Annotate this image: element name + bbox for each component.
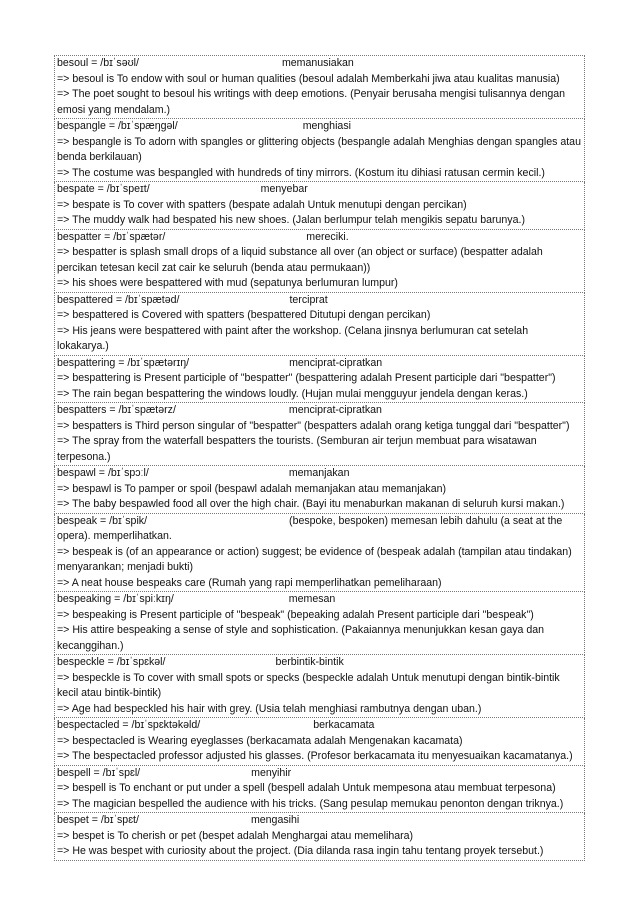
entry-example: => His attire bespeaking a sense of style and sophistication. (Pakaiannya menunjukkan kesan gaya dan kecanggihan.): [57, 624, 545, 652]
glossary-entry: [54, 230, 585, 293]
entry-headword-line: [57, 403, 582, 419]
entry-definition: => bespangle is To adorn with spangles or glittering objects (bespangle adalah Menghias dengan spangles atau benda berkilauan): [57, 135, 581, 163]
entry-example: => A neat house bespeaks care (Rumah yang rapi memperlihatkan pemeliharaan): [57, 576, 442, 589]
entry-definition: => bespatters is Third person singular of "bespatter" (bespatters adalah orang ketiga tunggal dari "bespatter"): [57, 419, 570, 432]
entry-translation: berkacamata: [313, 719, 375, 731]
entry-translation: berbintik-bintik: [275, 656, 344, 668]
entry-translation: memanusiakan: [281, 57, 354, 69]
entry-example: => The rain began bespattering the windows loudly. (Hujan mulai mengguyur jendela dengan keras.): [57, 387, 528, 400]
entry-translation: terciprat: [289, 293, 328, 306]
entry-definition: => bespeak is (of an appearance or action) suggest; be evidence of (bespeak adalah (tampilan atau tindakan) menyarankan; menjadi bukti): [57, 545, 572, 573]
entry-headword-line: [57, 514, 582, 545]
entry-example: => The poet sought to besoul his writings with deep emotions. (Penyair berusaha mengisi tulisannya dengan emosi yang mendalam.): [57, 88, 566, 116]
entry-definition: => bespeckle is To cover with small spots or specks (bespeckle adalah Untuk menutupi dengan bintik-bintik kecil atau bintik-bintik): [57, 671, 560, 699]
entry-example: => Age had bespeckled his hair with grey. (Usia telah menghiasi rambutnya dengan uban.): [57, 702, 482, 715]
entry-example: => The magician bespelled the audience with his tricks. (Sang pesulap memukau penonton dengan triknya.): [57, 797, 564, 810]
glossary-entry: [54, 182, 585, 230]
entry-example: => The bespectacled professor adjusted his glasses. (Profesor berkacamata itu menyesuaikan kacamatanya.): [57, 750, 573, 762]
entry-headword-line: [57, 813, 582, 829]
entry-headword: bespeckle = /bɪˈspɛkəl/: [57, 656, 166, 668]
entry-headword-line: [57, 655, 582, 671]
entry-example: => The baby bespawled food all over the high chair. (Bayi itu menaburkan makanan di seluruh kursi makan.): [57, 498, 565, 510]
entry-headword: bespattered = /bɪˈspætəd/: [57, 293, 180, 306]
glossary-entry: [54, 293, 585, 356]
entry-headword: bespate = /bɪˈspeɪt/: [57, 183, 150, 195]
entry-definition: => bespattered is Covered with spatters (bespattered Ditutupi dengan percikan): [57, 309, 431, 321]
entry-translation: menciprat-cipratkan: [289, 356, 383, 369]
entry-headword-line: [57, 592, 582, 608]
glossary-entry: [54, 55, 585, 119]
entry-headword: bespeak = /bɪˈspik/: [57, 514, 148, 527]
entry-example: => The spray from the waterfall bespatters the tourists. (Semburan air terjun membuat para wisatawan terpesona.): [57, 435, 537, 463]
entry-headword-line: [57, 293, 582, 309]
entry-definition: => bespectacled is Wearing eyeglasses (berkacamata adalah Mengenakan kacamata): [57, 734, 463, 747]
entry-headword: bespet = /bɪˈspɛt/: [57, 814, 139, 826]
entry-definition: => bespet is To cherish or pet (bespet adalah Menghargai atau memelihara): [57, 829, 414, 842]
entry-translation: mereciki.: [306, 230, 349, 243]
entry-translation: (bespoke, bespoken) memesan lebih dahulu (a seat at the opera). memperlihatkan.: [57, 514, 563, 542]
entry-headword-line: [57, 182, 582, 198]
entry-translation: menghiasi: [302, 120, 351, 132]
entry-example: => The costume was bespangled with hundreds of tiny mirrors. (Kostum itu dihiasi ratusan cermin kecil.): [57, 166, 545, 179]
entry-translation: menciprat-cipratkan: [288, 404, 382, 416]
glossary-entry: [54, 766, 585, 814]
entry-definition: => besoul is To endow with soul or human qualities (besoul adalah Memberkahi jiwa atau kualitas manusia): [57, 72, 560, 85]
glossary-entry: [54, 718, 585, 766]
glossary-entry: [54, 119, 585, 182]
entry-example: => his shoes were bespattered with mud (sepatunya berlumuran lumpur): [57, 277, 398, 289]
entry-translation: mengasihi: [250, 814, 300, 826]
entry-headword: bespangle = /bɪˈspæŋɡəl/: [57, 120, 178, 132]
entry-headword: bespell = /bɪˈspɛl/: [57, 766, 141, 779]
entry-headword: bespatters = /bɪˈspætərz/: [57, 404, 176, 416]
entry-example: => He was bespet with curiosity about the project. (Dia dilanda rasa ingin tahu tentang proyek tersebut.): [57, 845, 544, 857]
glossary-page: [54, 55, 585, 861]
entry-headword-line: [57, 230, 582, 246]
entry-translation: memanjakan: [288, 467, 350, 479]
entry-headword-line: [57, 466, 582, 482]
entry-definition: => bespattering is Present participle of "bespatter" (bespattering adalah Present participle dari "bespatter"): [57, 372, 556, 384]
entry-headword: bespawl = /bɪˈspɔːl/: [57, 467, 149, 479]
entry-headword: bespatter = /bɪˈspætər/: [57, 230, 166, 243]
entry-headword: bespattering = /bɪˈspætərɪŋ/: [57, 356, 190, 369]
entry-definition: => bespeaking is Present participle of "bespeak" (bepeaking adalah Present participle dari "bespeak"): [57, 608, 534, 621]
glossary-entry: [54, 655, 585, 718]
glossary-entry: [54, 514, 585, 593]
entry-headword-line: [57, 718, 582, 734]
entry-translation: memesan: [288, 593, 336, 605]
entry-headword-line: [57, 56, 582, 72]
glossary-entry: [54, 466, 585, 514]
entry-example: => The muddy walk had bespated his new shoes. (Jalan berlumpur telah mengikis sepatu barunya.): [57, 214, 525, 226]
entry-headword-line: [57, 119, 582, 135]
entry-translation: menyebar: [260, 183, 308, 195]
entry-headword-line: [57, 766, 582, 782]
entry-headword: bespeaking = /bɪˈspiːkɪŋ/: [57, 593, 174, 605]
entry-example: => His jeans were bespattered with paint after the workshop. (Celana jinsnya berlumuran cat setelah lokakarya.): [57, 324, 529, 352]
entry-headword: besoul = /bɪˈsəʊl/: [57, 57, 139, 69]
glossary-entry: [54, 356, 585, 404]
entry-definition: => bespawl is To pamper or spoil (bespawl adalah memanjakan atau memanjakan): [57, 482, 447, 495]
entry-definition: => bespatter is splash small drops of a liquid substance all over (an object or surface) (bespatter adalah percikan tetesan kecil zat cair ke seluruh (benda atau permukaan)): [57, 246, 543, 274]
entry-translation: menyihir: [251, 766, 292, 779]
glossary-entry: [54, 592, 585, 655]
glossary-entry: [54, 813, 585, 861]
entry-definition: => bespell is To enchant or put under a spell (bespell adalah Untuk mempesona atau membuat terpesona): [57, 782, 556, 794]
entry-definition: => bespate is To cover with spatters (bespate adalah Untuk menutupi dengan percikan): [57, 198, 467, 211]
glossary-entry: [54, 403, 585, 466]
entry-headword: bespectacled = /bɪˈspɛktəkəld/: [57, 719, 201, 731]
entry-headword-line: [57, 356, 582, 372]
